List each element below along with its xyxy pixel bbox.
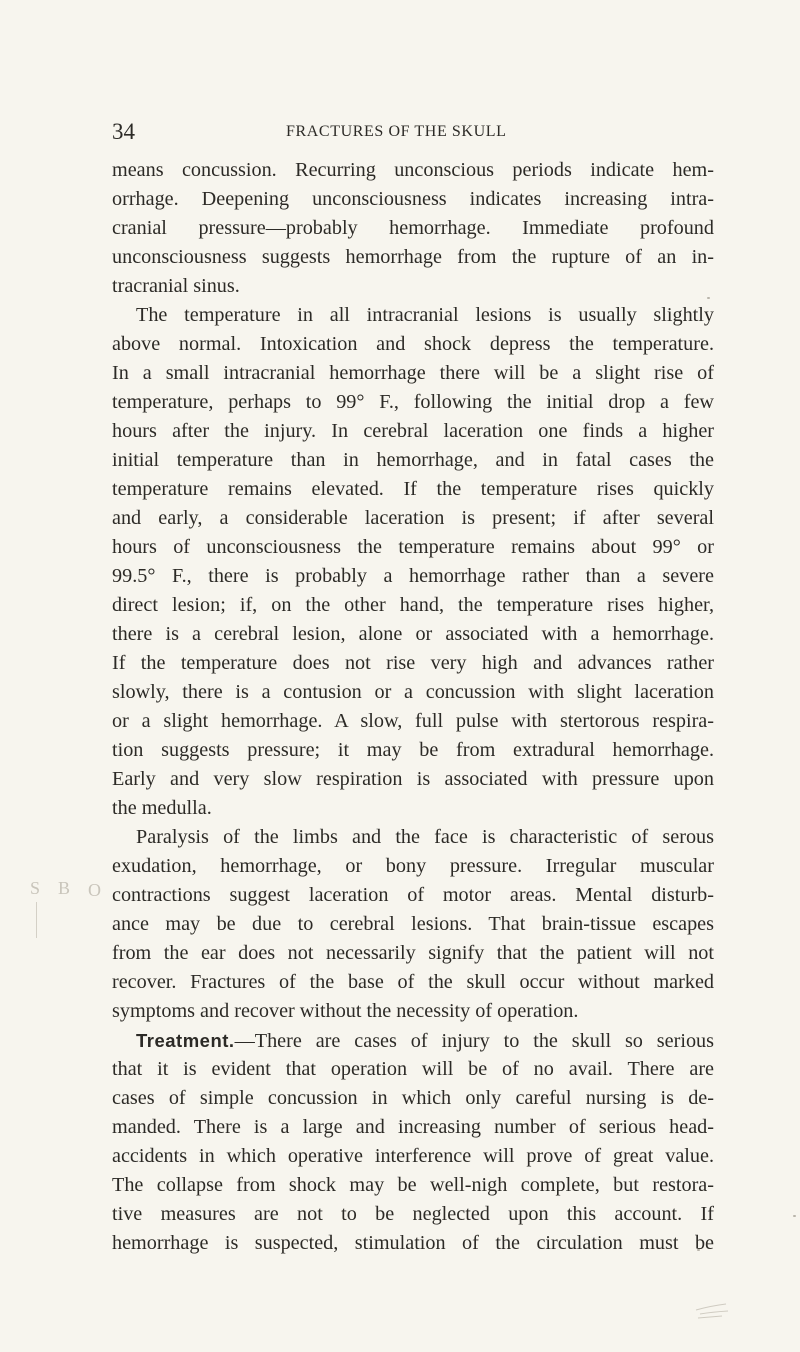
line-text: manded. There is a large and increasing number of serious head- bbox=[112, 1116, 714, 1138]
text-line bbox=[112, 881, 714, 910]
line-text: 99.5° F., there is probably a hemorrhage rather than a severe bbox=[112, 565, 714, 587]
line-text: that it is evident that operation will be of no avail. There are bbox=[112, 1058, 714, 1080]
text-line bbox=[112, 823, 714, 852]
text-line bbox=[112, 1113, 714, 1142]
line-text: recover. Fractures of the base of the skull occur without marked bbox=[112, 971, 714, 993]
pencil-scribble bbox=[692, 1280, 732, 1340]
text-line bbox=[112, 185, 714, 214]
line-text: direct lesion; if, on the other hand, the temperature rises higher, bbox=[112, 594, 714, 616]
text-line bbox=[112, 794, 714, 823]
text-line bbox=[112, 591, 714, 620]
line-text: the medulla. bbox=[112, 797, 212, 819]
text-line bbox=[112, 707, 714, 736]
line-text: —There are cases of injury to the skull so serious bbox=[234, 1030, 714, 1052]
line-text: initial temperature than in hemorrhage, and in fatal cases the bbox=[112, 449, 714, 471]
text-line bbox=[112, 446, 714, 475]
text-line bbox=[112, 243, 714, 272]
text-line bbox=[112, 301, 714, 330]
text-line bbox=[112, 1084, 714, 1113]
text-line bbox=[112, 1026, 714, 1055]
text-line bbox=[112, 736, 714, 765]
line-text: slowly, there is a contusion or a concussion with slight laceration bbox=[112, 681, 714, 703]
body-text bbox=[112, 156, 714, 1258]
line-text: The collapse from shock may be well-nigh complete, but restora- bbox=[112, 1174, 714, 1196]
line-text: hours of unconsciousness the temperature remains about 99° or bbox=[112, 536, 714, 558]
line-text: The temperature in all intracranial lesions is usually slightly bbox=[136, 304, 714, 326]
text-line bbox=[112, 562, 714, 591]
line-text: and early, a considerable laceration is present; if after several bbox=[112, 507, 714, 529]
text-line bbox=[112, 359, 714, 388]
text-line bbox=[112, 156, 714, 185]
text-line bbox=[112, 388, 714, 417]
line-text: tive measures are not to be neglected upon this account. If bbox=[112, 1203, 714, 1225]
line-text: In a small intracranial hemorrhage there will be a slight rise of bbox=[112, 362, 714, 384]
text-line bbox=[112, 765, 714, 794]
text-line bbox=[112, 852, 714, 881]
running-head bbox=[112, 117, 712, 147]
line-text: there is a cerebral lesion, alone or associated with a hemorrhage. bbox=[112, 623, 714, 645]
text-line bbox=[112, 649, 714, 678]
line-text: contractions suggest laceration of motor areas. Mental disturb- bbox=[112, 884, 714, 906]
line-text: tracranial sinus. bbox=[112, 275, 240, 297]
text-line bbox=[112, 533, 714, 562]
line-text: temperature remains elevated. If the temperature rises quickly bbox=[112, 478, 714, 500]
text-line bbox=[112, 417, 714, 446]
page-number: 34 bbox=[112, 119, 135, 144]
line-text: from the ear does not necessarily signify that the patient will not bbox=[112, 942, 714, 964]
line-text: unconsciousness suggests hemorrhage from the rupture of an in- bbox=[112, 246, 714, 268]
paper-speck bbox=[793, 1215, 796, 1217]
bleed-stroke bbox=[36, 902, 37, 938]
line-text: Early and very slow respiration is associated with pressure upon bbox=[112, 768, 714, 790]
line-text: temperature, perhaps to 99° F., following the initial drop a few bbox=[112, 391, 714, 413]
line-text: cranial pressure—probably hemorrhage. Immediate profound bbox=[112, 217, 714, 239]
line-text: accidents in which operative interference will prove of great value. bbox=[112, 1145, 714, 1167]
text-line bbox=[112, 1055, 714, 1084]
text-line bbox=[112, 1171, 714, 1200]
text-line bbox=[112, 272, 714, 301]
text-line bbox=[112, 1200, 714, 1229]
line-text: cases of simple concussion in which only careful nursing is de- bbox=[112, 1087, 714, 1109]
text-line bbox=[112, 939, 714, 968]
text-line bbox=[112, 910, 714, 939]
line-text: or a slight hemorrhage. A slow, full pulse with stertorous respira- bbox=[112, 710, 714, 732]
line-text: above normal. Intoxication and shock depress the temperature. bbox=[112, 333, 714, 355]
section-heading: Treatment. bbox=[136, 1030, 235, 1051]
line-text: tion suggests pressure; it may be from extradural hemorrhage. bbox=[112, 739, 714, 761]
margin-bleed-through bbox=[30, 876, 101, 936]
line-text: Paralysis of the limbs and the face is characteristic of serous bbox=[136, 826, 714, 848]
bleed-mark: O bbox=[88, 880, 101, 900]
line-text: If the temperature does not rise very high and advances rather bbox=[112, 652, 714, 674]
text-line bbox=[112, 678, 714, 707]
line-text: exudation, hemorrhage, or bony pressure. Irregular muscular bbox=[112, 855, 714, 877]
line-text: orrhage. Deepening unconsciousness indicates increasing intra- bbox=[112, 188, 714, 210]
text-line bbox=[112, 504, 714, 533]
line-text: hemorrhage is suspected, stimulation of the circulation must be bbox=[112, 1232, 714, 1254]
text-line bbox=[112, 214, 714, 243]
text-line bbox=[112, 968, 714, 997]
text-line bbox=[112, 1142, 714, 1171]
bleed-mark: B bbox=[58, 878, 71, 898]
line-text: hours after the injury. In cerebral laceration one finds a higher bbox=[112, 420, 714, 442]
text-line bbox=[112, 997, 714, 1026]
line-text: means concussion. Recurring unconscious periods indicate hem- bbox=[112, 159, 714, 181]
text-line bbox=[112, 620, 714, 649]
running-title: FRACTURES OF THE SKULL bbox=[286, 123, 507, 140]
text-line bbox=[112, 330, 714, 359]
line-text: ance may be due to cerebral lesions. That brain-tissue escapes bbox=[112, 913, 714, 935]
line-text: symptoms and recover without the necessity of operation. bbox=[112, 1000, 579, 1022]
bleed-mark: S bbox=[30, 878, 41, 898]
text-line bbox=[112, 475, 714, 504]
text-line bbox=[112, 1229, 714, 1258]
